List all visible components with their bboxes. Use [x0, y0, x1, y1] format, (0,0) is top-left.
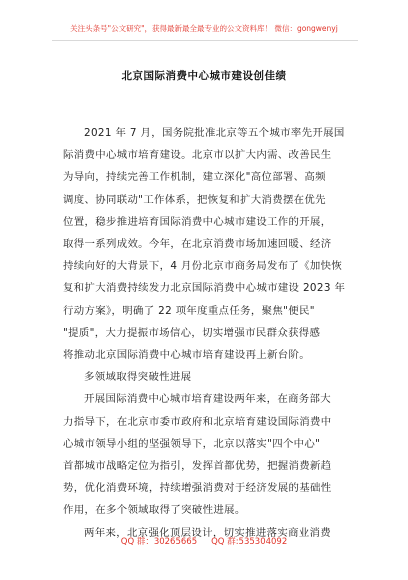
footer-qq-group-2: QQ 群:535304092 [211, 537, 288, 547]
paragraph-line: 力指导下，在北京市委市政府和北京培育建设国际消费中 [63, 415, 332, 428]
paragraph-line: 将推动北京国际消费中心城市培育建设再上新台阶。 [63, 349, 311, 362]
document-body [63, 122, 353, 544]
paragraph-line: 2021 年 7 月，国务院批准北京等五个城市率先开展国 [84, 127, 345, 139]
paragraph-line: 首都城市战略定位为指引，发挥首都优势，把握消费新趋 [63, 460, 332, 473]
paragraph-line: 行动方案》，明确了 22 项年度重点任务，聚焦"便民" [63, 304, 315, 317]
paragraph-line: "提质"，大力提振市场信心，切实增强市民群众获得感 [63, 326, 321, 339]
paragraph-line: 势，优化消费环境，持续增强消费对于经济发展的基础性 [63, 482, 332, 495]
paragraph-line: 开展国际消费中心城市培育建设两年来，在商务部大 [84, 393, 332, 406]
paragraph-line: 际消费中心城市培育建设。北京市以扩大内需、改善民生 [63, 149, 332, 162]
document-title: 北京国际消费中心城市建设创佳绩 [121, 70, 287, 82]
header-divider [52, 40, 358, 41]
paragraph-line: 取得一系列成效。今年，在北京消费市场加速回暖、经济 [63, 238, 332, 251]
paragraph-line: 持续向好的大背景下，4 月份北京市商务局发布了《加快恢 [63, 260, 343, 273]
section-heading: 多领域取得突破性进展 [84, 371, 192, 384]
header-banner: 关注头条号"公文研究"，获得最新最全最专业的公文资料库！ 微信：gongwenyj [70, 24, 338, 33]
paragraph-line: 调度、协同联动"工作体系，把恢复和扩大消费摆在优先 [63, 193, 326, 206]
footer-qq-group-1: QQ 群：30265665 [120, 537, 198, 547]
paragraph-line: 复和扩大消费持续发力北京国际消费中心城市建设 2023 年 [63, 282, 346, 295]
paragraph-line: 两年来，北京强化顶层设计，切实推进落实商业消费 [84, 526, 332, 539]
paragraph-line: 心城市领导小组的坚强领导下，北京以落实"四个中心" [63, 437, 321, 450]
paragraph-line: 作用，在多个领域取得了突破性进展。 [63, 504, 246, 517]
paragraph-line: 为导向，持续完善工作机制，建立深化"高位部署、高频 [63, 171, 326, 184]
footer [0, 535, 408, 547]
paragraph-line: 位置，稳步推进培育国际消费中心城市建设工作的开展， [63, 215, 332, 228]
